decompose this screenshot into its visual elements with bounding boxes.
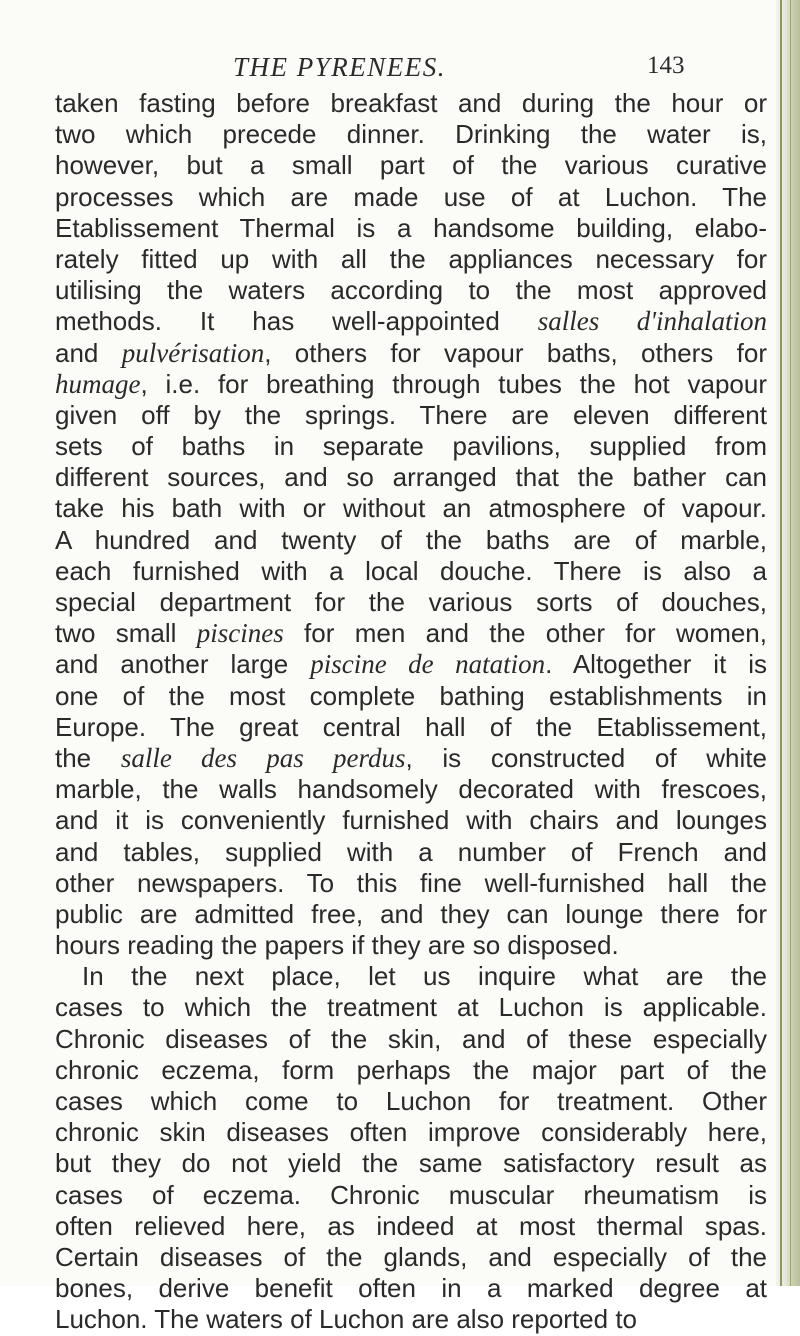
- text-line: [55, 182, 767, 213]
- text-line: [55, 743, 767, 774]
- text-run: In the next place, let us inquire what are the: [82, 961, 767, 992]
- text-line: [55, 1117, 767, 1148]
- text-run: Etablissement Thermal is a handsome building, elabo-: [55, 212, 767, 243]
- text-line: [55, 244, 767, 275]
- text-run: and it is conveniently furnished with chairs and lounges: [55, 805, 767, 836]
- text-line: [55, 868, 767, 899]
- text-run: often relieved here, as indeed at most thermal spas.: [55, 1210, 767, 1241]
- text-line: [55, 649, 767, 680]
- text-run: each furnished with a local douche. There is also a: [55, 555, 767, 586]
- page-number: 143: [647, 52, 685, 79]
- text-run: , is constructed of white: [405, 742, 767, 773]
- text-line: [55, 774, 767, 805]
- text-line: [55, 1304, 767, 1335]
- text-line: [55, 556, 767, 587]
- text-line: [55, 805, 767, 836]
- text-run: A hundred and twenty of the baths are of marble,: [55, 524, 767, 555]
- text-run: two which precede dinner. Drinking the water is,: [55, 119, 767, 150]
- text-run: Luchon. The waters of Luchon are also reported to: [55, 1304, 638, 1335]
- text-run: and another large: [55, 649, 311, 680]
- text-run: cases which come to Luchon for treatment. Other: [55, 1086, 767, 1116]
- text-line: [55, 1273, 767, 1304]
- text-line: [55, 306, 767, 337]
- text-run: , i.e. for breathing through tubes the hot vapour: [140, 368, 767, 399]
- text-run: cases to which the treatment at Luchon is applicable.: [55, 992, 767, 1023]
- text-line: [55, 961, 767, 992]
- text-line: [55, 712, 767, 743]
- text-line: [55, 837, 767, 868]
- text-run: . Altogether it is: [545, 649, 767, 680]
- page-header: [0, 52, 800, 92]
- body-text: [55, 88, 767, 1336]
- text-run: special department for the various sorts of douches,: [55, 587, 767, 617]
- text-run: Europe. The great central hall of the Etablissement,: [55, 711, 767, 742]
- text-run: methods. It has well-appointed: [55, 306, 538, 337]
- text-line: [55, 525, 767, 556]
- text-run: the: [55, 742, 121, 773]
- text-run: marble, the walls handsomely decorated with frescoes,: [55, 774, 767, 805]
- text-line: [55, 1180, 767, 1211]
- text-run: , others for vapour baths, others for: [264, 337, 767, 368]
- text-line: [55, 493, 767, 524]
- text-line: [55, 930, 767, 961]
- text-line: [55, 1086, 767, 1117]
- text-run: Certain diseases of the glands, and especially of the: [55, 1241, 767, 1272]
- text-run: one of the most complete bathing establishments in: [55, 680, 767, 711]
- text-line: [55, 1024, 767, 1055]
- text-run: hours reading the papers if they are so disposed.: [55, 930, 619, 961]
- text-run: for men and the other for women,: [283, 618, 767, 649]
- text-line: [55, 1242, 767, 1273]
- text-line: [55, 369, 767, 400]
- text-run: and: [55, 337, 122, 368]
- text-run: two small: [55, 618, 197, 649]
- text-run: cases of eczema. Chronic muscular rheumatism is: [55, 1179, 767, 1210]
- text-run: utilising the waters according to the most approved: [55, 275, 767, 306]
- text-run: however, but a small part of the various curative: [55, 150, 767, 181]
- text-run: other newspapers. To this fine well-furnished hall the: [55, 867, 767, 898]
- text-line: [55, 587, 767, 618]
- text-line: [55, 213, 767, 244]
- text-line: [55, 992, 767, 1023]
- page-edge: [776, 0, 800, 1286]
- text-line: [55, 275, 767, 306]
- text-run: different sources, and so arranged that the bather can: [55, 462, 767, 493]
- text-run: given off by the springs. There are eleven different: [55, 399, 767, 430]
- text-line: [55, 462, 767, 493]
- text-line: [55, 431, 767, 462]
- text-run: processes which are made use of at Luchon. The: [55, 181, 767, 212]
- italic-phrase: piscines: [196, 618, 284, 649]
- text-run: but they do not yield the same satisfactory result as: [55, 1148, 767, 1179]
- text-line: [55, 618, 767, 649]
- text-line: [55, 119, 767, 150]
- text-line: [55, 1148, 767, 1179]
- italic-phrase: salles d'inhalation: [537, 306, 767, 337]
- text-line: [55, 400, 767, 431]
- text-line: [55, 88, 767, 119]
- text-run: and tables, supplied with a number of French and: [55, 836, 767, 867]
- italic-phrase: humage: [55, 368, 141, 399]
- page-edge-line: [790, 0, 791, 1286]
- italic-phrase: piscine de natation: [310, 649, 546, 680]
- text-line: [55, 150, 767, 181]
- text-line: [55, 1055, 767, 1086]
- text-run: chronic eczema, form perhaps the major part of the: [55, 1054, 767, 1085]
- text-run: taken fasting before breakfast and during the hour or: [55, 88, 767, 118]
- text-run: rately fitted up with all the appliances necessary for: [55, 243, 767, 274]
- page-edge-line: [780, 0, 782, 1286]
- text-line: [55, 338, 767, 369]
- italic-phrase: pulvérisation: [121, 337, 265, 368]
- running-title: THE PYRENEES.: [233, 52, 446, 82]
- text-line: [55, 899, 767, 930]
- text-run: public are admitted free, and they can lounge there for: [55, 898, 767, 929]
- text-line: [55, 681, 767, 712]
- text-run: take his bath with or without an atmosphere of vapour.: [55, 493, 767, 524]
- text-run: Chronic diseases of the skin, and of these especially: [55, 1023, 767, 1054]
- text-run: chronic skin diseases often improve considerably here,: [55, 1117, 767, 1148]
- italic-phrase: salle des pas perdus: [120, 742, 406, 773]
- text-run: sets of baths in separate pavilions, supplied from: [55, 431, 767, 462]
- text-run: bones, derive benefit often in a marked degree at: [55, 1273, 767, 1304]
- text-line: [55, 1211, 767, 1242]
